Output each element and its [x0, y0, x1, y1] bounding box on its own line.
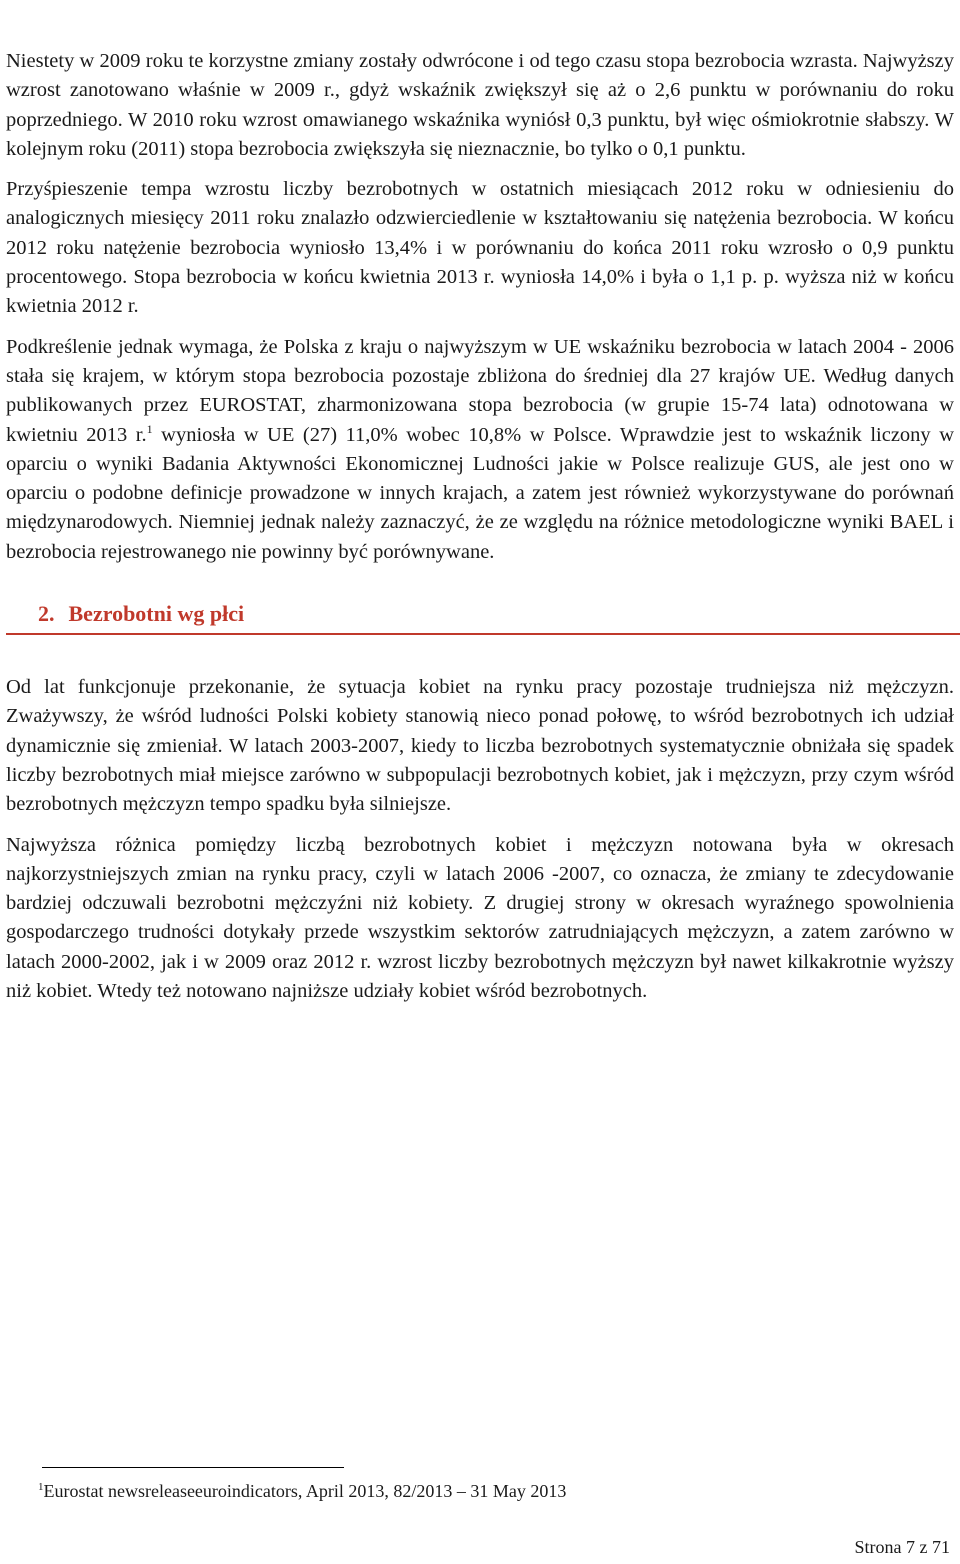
section-title: Bezrobotni wg płci	[68, 601, 245, 627]
paragraph-eu-comparison	[6, 333, 954, 567]
footnote-reference[interactable]: 1	[146, 421, 153, 436]
paragraph-eu-comparison-part2: wyniosła w UE (27) 11,0% wobec 10,8% w Polsce. Wprawdzie jest to wskaźnik liczony w oparciu o wyniki Badania Aktywności Ekonomicznej Ludności jakie w Polsce realizuje GUS, ale jest ono w oparciu o podobne definicje prowadzone w innych krajach, a zatem jest również wykorzystywane do porównań międzynarodowych. Niemniej jednak należy zaznaczyć, że ze względu na różnice metodologiczne wyniki BAEL i bezrobocia rejestrowanego nie powinny być porównywane.	[6, 423, 954, 563]
footnote-divider	[42, 1467, 344, 1468]
footnote	[38, 1481, 566, 1502]
footnote-marker: 1	[38, 1481, 44, 1493]
paragraph-women-situation: Od lat funkcjonuje przekonanie, że sytuacja kobiet na rynku pracy pozostaje trudniejsza niż mężczyzn. Zważywszy, że wśród ludności Polski kobiety stanowią nieco ponad połowę, to wśród bezrobotnych ich udział dynamicznie się zmieniał. W latach 2003-2007, kiedy to liczba bezrobotnych systematycznie obniżała się spadek liczby bezrobotnych miał miejsce zarówno w subpopulacji bezrobotnych kobiet, jak i mężczyzn, przy czym wśród bezrobotnych mężczyzn tempo spadku była silniejsze.	[6, 676, 954, 816]
section-heading	[38, 601, 960, 627]
paragraph-2012-acceleration: Przyśpieszenie tempa wzrostu liczby bezrobotnych w ostatnich miesiącach 2012 roku w odniesieniu do analogicznych miesięcy 2011 roku znalazło odzwierciedlenie w kształtowaniu się natężenia bezrobocia. W końcu 2012 roku natężenie bezrobocia wyniosło 13,4% i w porównaniu do końca 2011 roku wzrosło o 0,9 punktu procentowego. Stopa bezrobocia w końcu kwietnia 2013 r. wyniosła 14,0% i była o 1,1 p. p. wyższa niż w końcu kwietnia 2012 r.	[6, 178, 954, 318]
paragraph-2009-trend: Niestety w 2009 roku te korzystne zmiany zostały odwrócone i od tego czasu stopa bezrobocia wzrasta. Najwyższy wzrost zanotowano właśnie w 2009 r., gdyż wskaźnik zwiększył się aż o 2,6 punktu w porównaniu do roku poprzedniego. W 2010 roku wzrost omawianego wskaźnika wyniósł 0,3 punktu, był więc ośmiokrotnie słabszy. W kolejnym roku (2011) stopa bezrobocia zwiększyła się nieznacznie, bo tylko o 0,1 punktu.	[6, 50, 954, 160]
document-body	[6, 47, 954, 1017]
section-number: 2.	[38, 601, 55, 627]
section-heading-block	[6, 601, 960, 635]
footnote-text: Eurostat newsreleaseeuroindicators, April 2013, 82/2013 – 31 May 2013	[43, 1481, 567, 1501]
paragraph-eu-comparison-part1: Podkreślenie jednak wymaga, że Polska z kraju o najwyższym w UE wskaźniku bezrobocia w latach 2004 - 2006 stała się krajem, w którym stopa bezrobocia pozostaje zbliżona do średniej dla 27 krajów UE. Według danych publikowanych przez EUROSTAT, zharmonizowana stopa bezrobocia (w grupie 15-74 lata) odnotowana w kwietniu 2013 r.	[6, 335, 954, 446]
page-number: Strona 7 z 71	[854, 1537, 950, 1557]
paragraph-gender-difference: Najwyższa różnica pomiędzy liczbą bezrobotnych kobiet i mężczyzn notowana była w okresach najkorzystniejszych zmian na rynku pracy, czyli w latach 2006 -2007, co oznacza, że zmiany te zdecydowanie bardziej odczuwali bezrobotni mężczyźni niż kobiety. Z drugiej strony w okresach wyraźnego spowolnienia gospodarczego trudności dotykały przede wszystkim sektorów zatrudniających mężczyzn, a zatem zarówno w latach 2000-2002, jak i w 2009 oraz 2012 r. wzrost liczby bezrobotnych mężczyzn był nawet kilkakrotnie wyższy niż kobiet. Wtedy też notowano najniższe udziały kobiet wśród bezrobotnych.	[6, 833, 954, 1003]
